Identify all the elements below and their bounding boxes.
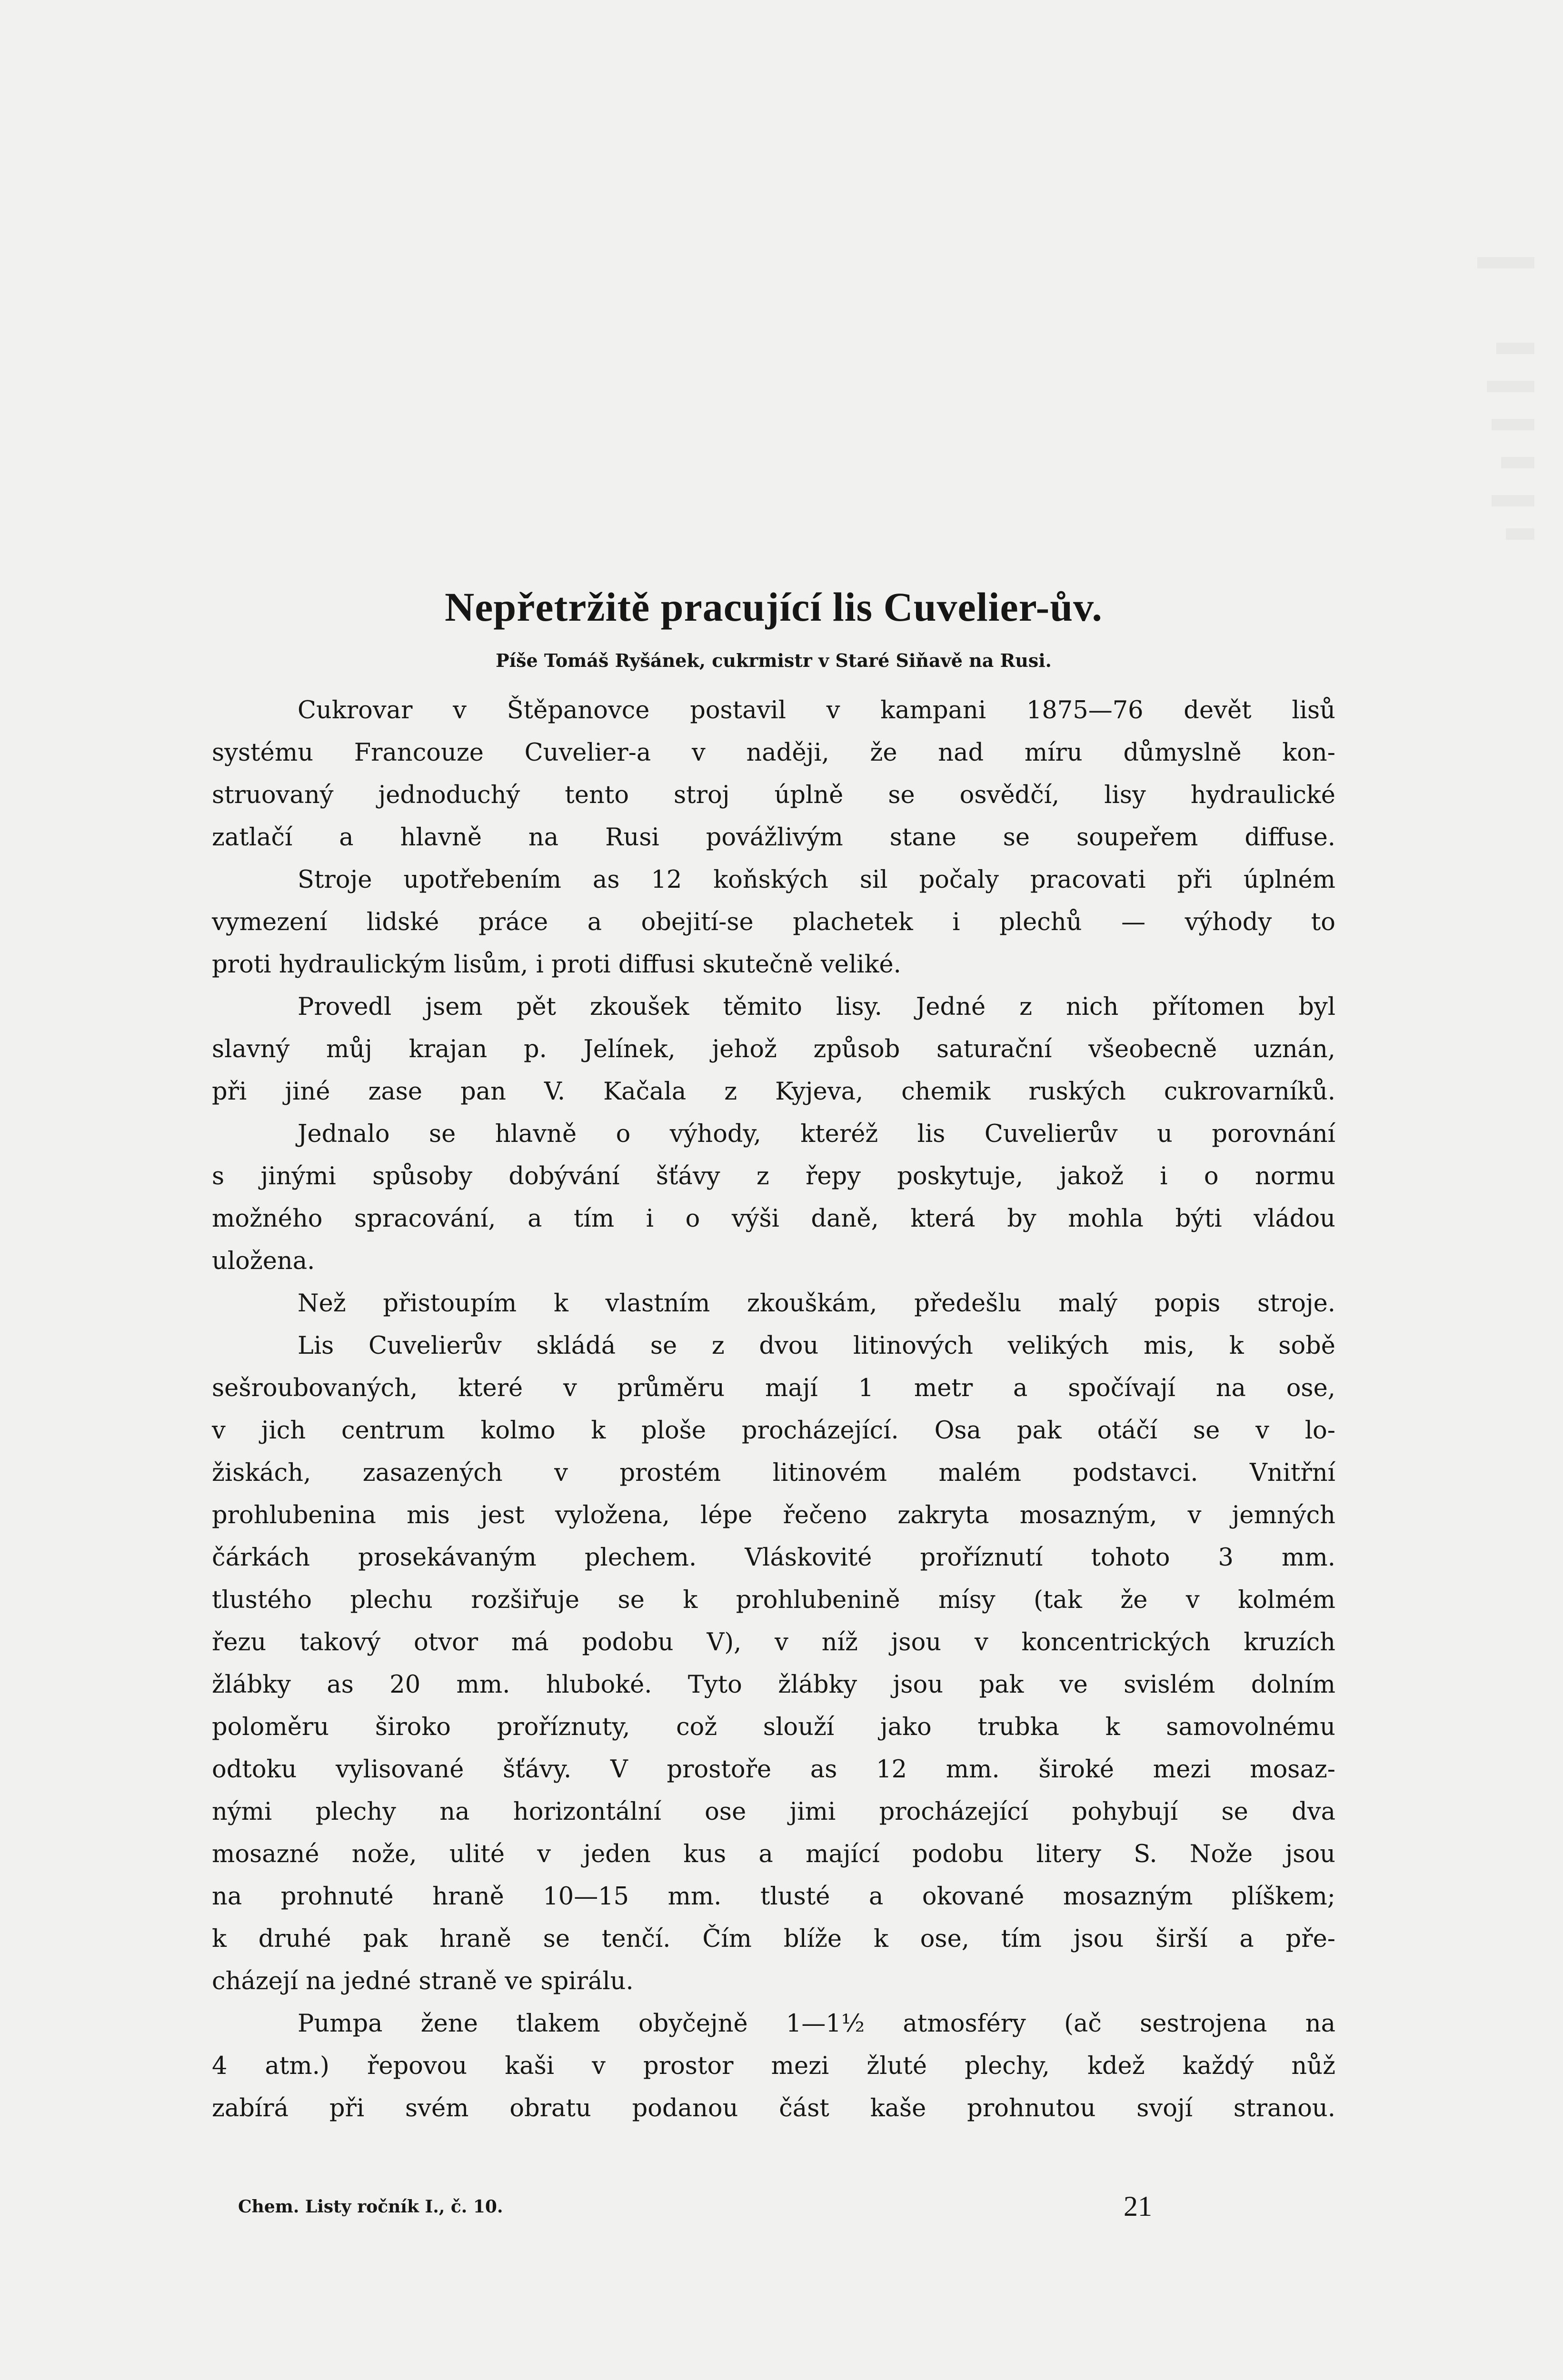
text-line: zatlačí a hlavně na Rusi povážlivým stane se soupeřem diffuse.: [212, 823, 1335, 852]
bleed-through-mark: [1501, 457, 1534, 468]
article: [212, 583, 1335, 2130]
text-line: možného spracování, a tím i o výši daně, která by mohla býti vládou: [212, 1205, 1335, 1233]
text-line: řezu takový otvor má podobu V), v níž jsou v koncentrických kruzích: [212, 1628, 1335, 1656]
bleed-through-mark: [1487, 381, 1534, 392]
text-line: prohlubenina mis jest vyložena, lépe řečeno zakryta mosazným, v jemných: [212, 1501, 1335, 1529]
page-number: 21: [1124, 2191, 1152, 2222]
paragraph: [212, 689, 1335, 859]
text-line: Jednalo se hlavně o výhody, kteréž lis Cuvelierův u porovnání: [298, 1120, 1335, 1148]
paragraph: [212, 1325, 1335, 2003]
text-line: nými plechy na horizontální ose jimi procházející pohybují se dva: [212, 1798, 1335, 1826]
text-line: Pumpa žene tlakem obyčejně 1—1½ atmosféry (ač sestrojena na: [298, 2010, 1335, 2038]
text-line: slavný můj krajan p. Jelínek, jehož způsob saturační všeobecně uznán,: [212, 1035, 1335, 1063]
text-line: struovaný jednoduchý tento stroj úplně se osvědčí, lisy hydraulické: [212, 781, 1335, 809]
page-footer: [238, 2191, 1333, 2225]
text-line: uložena.: [212, 1247, 315, 1275]
text-line: odtoku vylisované šťávy. V prostoře as 12 mm. široké mezi mosaz-: [212, 1755, 1335, 1784]
bleed-through-mark: [1492, 495, 1534, 506]
text-line: žlábky as 20 mm. hluboké. Tyto žlábky jsou pak ve svislém dolním: [212, 1671, 1335, 1699]
text-line: Než přistoupím k vlastním zkouškám, předešlu malý popis stroje.: [298, 1289, 1335, 1318]
bleed-through-mark: [1496, 343, 1534, 354]
paragraph: [212, 1282, 1335, 1325]
paragraph: [212, 1113, 1335, 1282]
bleed-through-mark: [1477, 257, 1534, 268]
text-line: žiskách, zasazených v prostém litinovém malém podstavci. Vnitřní: [212, 1459, 1335, 1487]
paragraph: [212, 859, 1335, 986]
text-line: k druhé pak hraně se tenčí. Čím blíže k ose, tím jsou širší a pře-: [212, 1925, 1335, 1953]
text-line: při jiné zase pan V. Kačala z Kyjeva, chemik ruských cukrovarníků.: [212, 1078, 1335, 1106]
text-line: čárkách prosekávaným plechem. Vláskovité proříznutí tohoto 3 mm.: [212, 1544, 1335, 1572]
article-byline: Píše Tomáš Ryšánek, cukrmistr v Staré Siňavě na Rusi.: [496, 650, 1052, 671]
text-line: tlustého plechu rozšiřuje se k prohlubenině mísy (tak že v kolmém: [212, 1586, 1335, 1614]
journal-reference: Chem. Listy ročník I., č. 10.: [238, 2197, 503, 2217]
text-line: Stroje upotřebením as 12 koňských sil počaly pracovati při úplném: [298, 866, 1335, 894]
text-line: Provedl jsem pět zkoušek těmito lisy. Jedné z nich přítomen byl: [298, 993, 1335, 1021]
article-title: Nepřetržitě pracující lis Cuvelier-ův.: [445, 584, 1103, 630]
paragraph: [212, 2003, 1335, 2130]
text-line: Lis Cuvelierův skládá se z dvou litinových velikých mis, k sobě: [298, 1332, 1335, 1360]
bleed-through-mark: [1506, 528, 1534, 540]
text-line: na prohnuté hraně 10—15 mm. tlusté a okované mosazným plíškem;: [212, 1883, 1335, 1911]
text-line: 4 atm.) řepovou kaši v prostor mezi žluté plechy, kdež každý nůž: [212, 2052, 1335, 2080]
text-line: systému Francouze Cuvelier-a v naději, že nad míru důmyslně kon-: [212, 739, 1335, 767]
text-line: mosazné nože, ulité v jeden kus a mající podobu litery S. Nože jsou: [212, 1840, 1335, 1868]
text-line: zabírá při svém obratu podanou část kaše prohnutou svojí stranou.: [212, 2094, 1335, 2122]
text-line: sešroubovaných, které v průměru mají 1 metr a spočívají na ose,: [212, 1374, 1335, 1402]
text-line: cházejí na jedné straně ve spirálu.: [212, 1967, 634, 1995]
text-line: Cukrovar v Štěpanovce postavil v kampani 1875—76 devět lisů: [298, 696, 1335, 724]
text-line: s jinými spůsoby dobývání šťávy z řepy poskytuje, jakož i o normu: [212, 1162, 1335, 1190]
text-line: v jich centrum kolmo k ploše procházející. Osa pak otáčí se v lo-: [212, 1417, 1335, 1445]
bleed-through-mark: [1492, 419, 1534, 430]
text-line: proti hydraulickým lisům, i proti diffusi skutečně veliké.: [212, 951, 901, 979]
text-line: vymezení lidské práce a obejití-se plachetek i plechů — výhody to: [212, 908, 1335, 936]
paragraph: [212, 986, 1335, 1113]
text-line: poloměru široko proříznuty, což slouží jako trubka k samovolnému: [212, 1713, 1335, 1741]
